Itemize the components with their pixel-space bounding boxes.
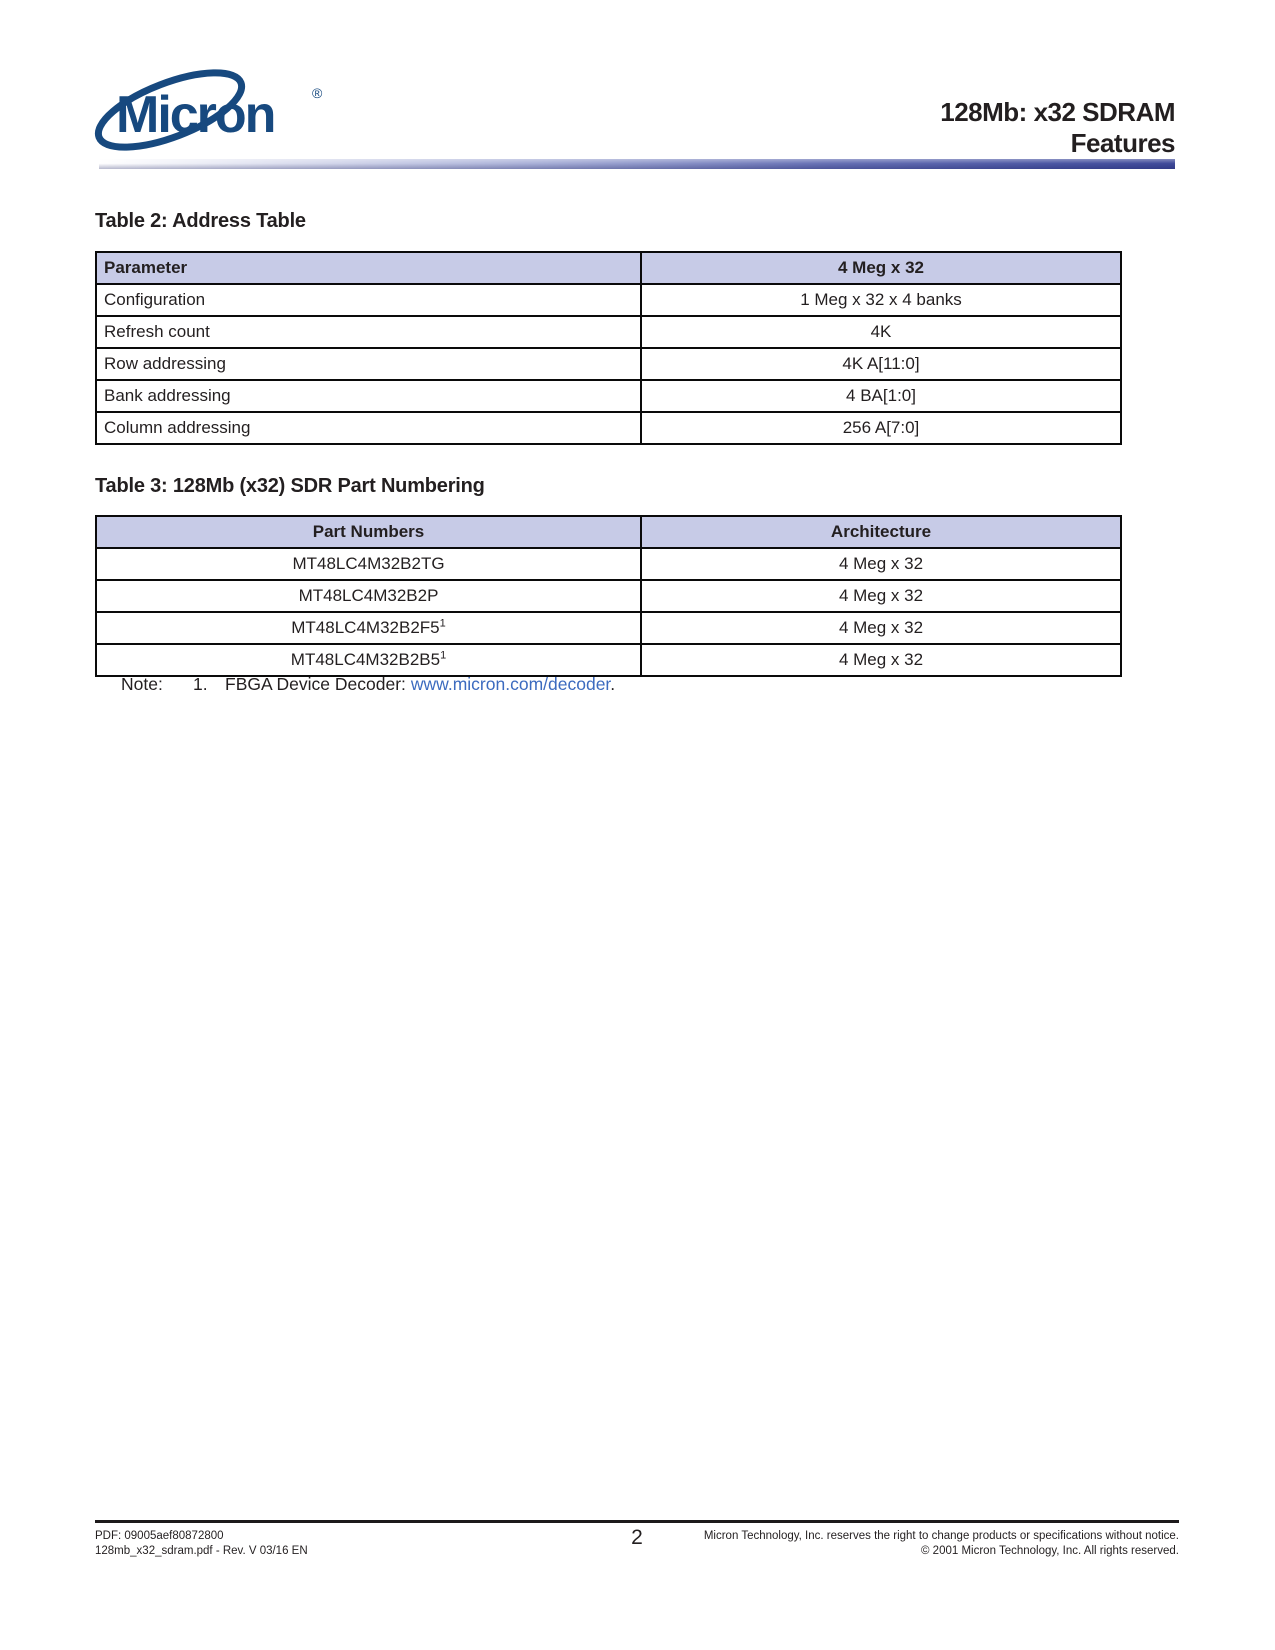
column-header-parameter: Parameter (96, 252, 641, 284)
table-row (96, 548, 1121, 580)
table-row (96, 380, 1121, 412)
value-cell: 4K A[11:0] (641, 348, 1121, 380)
architecture-cell: 4 Meg x 32 (641, 612, 1121, 644)
decoder-link[interactable]: www.micron.com/decoder (410, 674, 611, 694)
value-cell: 4K (641, 316, 1121, 348)
table3-caption: Table 3: 128Mb (x32) SDR Part Numbering (95, 475, 485, 497)
part-number-cell (96, 548, 641, 580)
value-cell: 4 BA[1:0] (641, 380, 1121, 412)
footnote-marker: 1 (439, 617, 446, 630)
part-number-cell (96, 644, 641, 676)
table-row (96, 284, 1121, 316)
part-number-cell (96, 580, 641, 612)
architecture-cell: 4 Meg x 32 (641, 548, 1121, 580)
document-title-line1: 128Mb: x32 SDRAM (940, 97, 1175, 127)
table-row (96, 412, 1121, 444)
value-cell: 256 A[7:0] (641, 412, 1121, 444)
table2-caption: Table 2: Address Table (95, 210, 306, 232)
note-text: FBGA Device Decoder: (225, 674, 406, 694)
parameter-cell: Bank addressing (96, 380, 641, 412)
footer-legal (704, 1529, 1179, 1559)
footer-file-rev: 128mb_x32_sdram.pdf - Rev. V 03/16 EN (95, 1545, 308, 1557)
footer-copyright: © 2001 Micron Technology, Inc. All rights reserved. (921, 1545, 1179, 1557)
column-header-4megx32: 4 Meg x 32 (641, 252, 1121, 284)
micron-logo-text: Micron (116, 86, 275, 144)
architecture-cell: 4 Meg x 32 (641, 580, 1121, 612)
header-gradient-rule (99, 159, 1175, 169)
registered-mark: ® (312, 85, 323, 101)
table-row (96, 580, 1121, 612)
table-row (96, 612, 1121, 644)
table-row (96, 316, 1121, 348)
note-body (225, 674, 615, 695)
column-header-architecture: Architecture (641, 516, 1121, 548)
architecture-cell: 4 Meg x 32 (641, 644, 1121, 676)
part-number: MT48LC4M32B2TG (292, 554, 445, 573)
table3-note (95, 674, 1115, 700)
page-number: 2 (631, 1526, 643, 1549)
note-suffix: . (610, 674, 616, 694)
parameter-cell: Column addressing (96, 412, 641, 444)
table-row (96, 644, 1121, 676)
footnote-marker: 1 (440, 649, 447, 662)
table-row (96, 348, 1121, 380)
table-header-row (96, 516, 1121, 548)
part-number: MT48LC4M32B2F5 (291, 618, 440, 637)
parameter-cell: Configuration (96, 284, 641, 316)
parameter-cell: Row addressing (96, 348, 641, 380)
part-number-cell (96, 612, 641, 644)
footer-rule (95, 1520, 1179, 1523)
document-title (940, 97, 1175, 159)
part-number: MT48LC4M32B2P (298, 586, 439, 605)
part-number: MT48LC4M32B2B5 (290, 650, 441, 669)
micron-logo (90, 64, 345, 156)
parameter-cell: Refresh count (96, 316, 641, 348)
footer-notice: Micron Technology, Inc. reserves the right to change products or specifications without notice. (703, 1530, 1179, 1542)
footer-doc-id: PDF: 09005aef80872800 (95, 1530, 224, 1542)
column-header-part-numbers: Part Numbers (96, 516, 641, 548)
note-number: 1. (193, 674, 208, 694)
note-label: Note: (121, 674, 163, 694)
part-numbering-table (95, 515, 1122, 677)
table-header-row (96, 252, 1121, 284)
address-table (95, 251, 1122, 445)
value-cell: 1 Meg x 32 x 4 banks (641, 284, 1121, 316)
document-title-line2: Features (1070, 128, 1175, 158)
